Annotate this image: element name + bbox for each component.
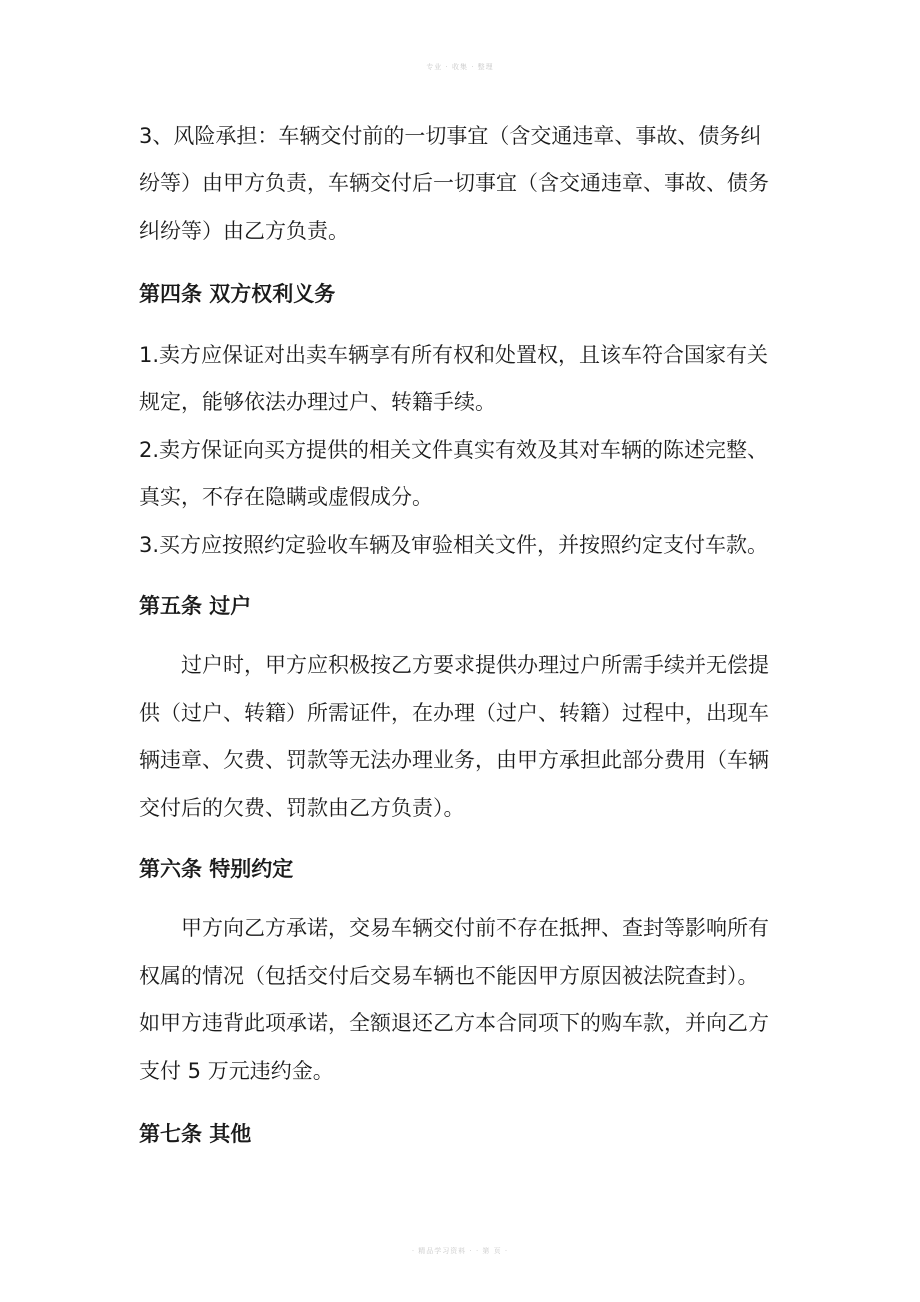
article-7-heading: 第七条 其他 — [139, 1122, 252, 1146]
paragraph-line: 1.卖方应保证对出卖车辆享有所有权和处置权，且该车符合国家有关 — [139, 343, 769, 367]
paragraph-line: 供（过户、转籍）所需证件，在办理（过户、转籍）过程中，出现车 — [139, 701, 769, 725]
paragraph-line: 纠纷等）由乙方负责。 — [139, 219, 349, 243]
paragraph-line: 甲方向乙方承诺，交易车辆交付前不存在抵押、查封等影响所有 — [181, 916, 769, 940]
paragraph-line: 纷等）由甲方负责，车辆交付后一切事宜（含交通违章、事故、债务 — [139, 171, 769, 195]
article-5-heading: 第五条 过户 — [139, 594, 252, 618]
paragraph-line: 真实，不存在隐瞒或虚假成分。 — [139, 485, 433, 509]
article-4-heading: 第四条 双方权利义务 — [139, 282, 336, 306]
paragraph-line: 3.买方应按照约定验收车辆及审验相关文件，并按照约定支付车款。 — [139, 533, 769, 557]
article-6-heading: 第六条 特别约定 — [139, 857, 294, 881]
paragraph-line: 辆违章、欠费、罚款等无法办理业务，由甲方承担此部分费用（车辆 — [139, 748, 769, 772]
page-footer: · 精品学习资料 · · 第 页 · — [411, 1247, 509, 1255]
paragraph-line: 过户时，甲方应积极按乙方要求提供办理过户所需手续并无偿提 — [181, 653, 769, 677]
paragraph-line: 权属的情况（包括交付后交易车辆也不能因甲方原因被法院查封）。 — [139, 964, 759, 988]
paragraph-line: 如甲方违背此项承诺，全额退还乙方本合同项下的购车款，并向乙方 — [139, 1011, 769, 1035]
paragraph-line: 3、风险承担：车辆交付前的一切事宜（含交通违章、事故、债务纠 — [139, 124, 762, 148]
page-header: 专业 · 收集 · 整理 — [426, 63, 494, 71]
paragraph-line: 2.卖方保证向买方提供的相关文件真实有效及其对车辆的陈述完整、 — [139, 438, 769, 462]
paragraph-line: 支付 5 万元违约金。 — [139, 1059, 334, 1083]
paragraph-line: 交付后的欠费、罚款由乙方负责）。 — [139, 796, 465, 820]
paragraph-line: 规定，能够依法办理过户、转籍手续。 — [139, 390, 496, 414]
